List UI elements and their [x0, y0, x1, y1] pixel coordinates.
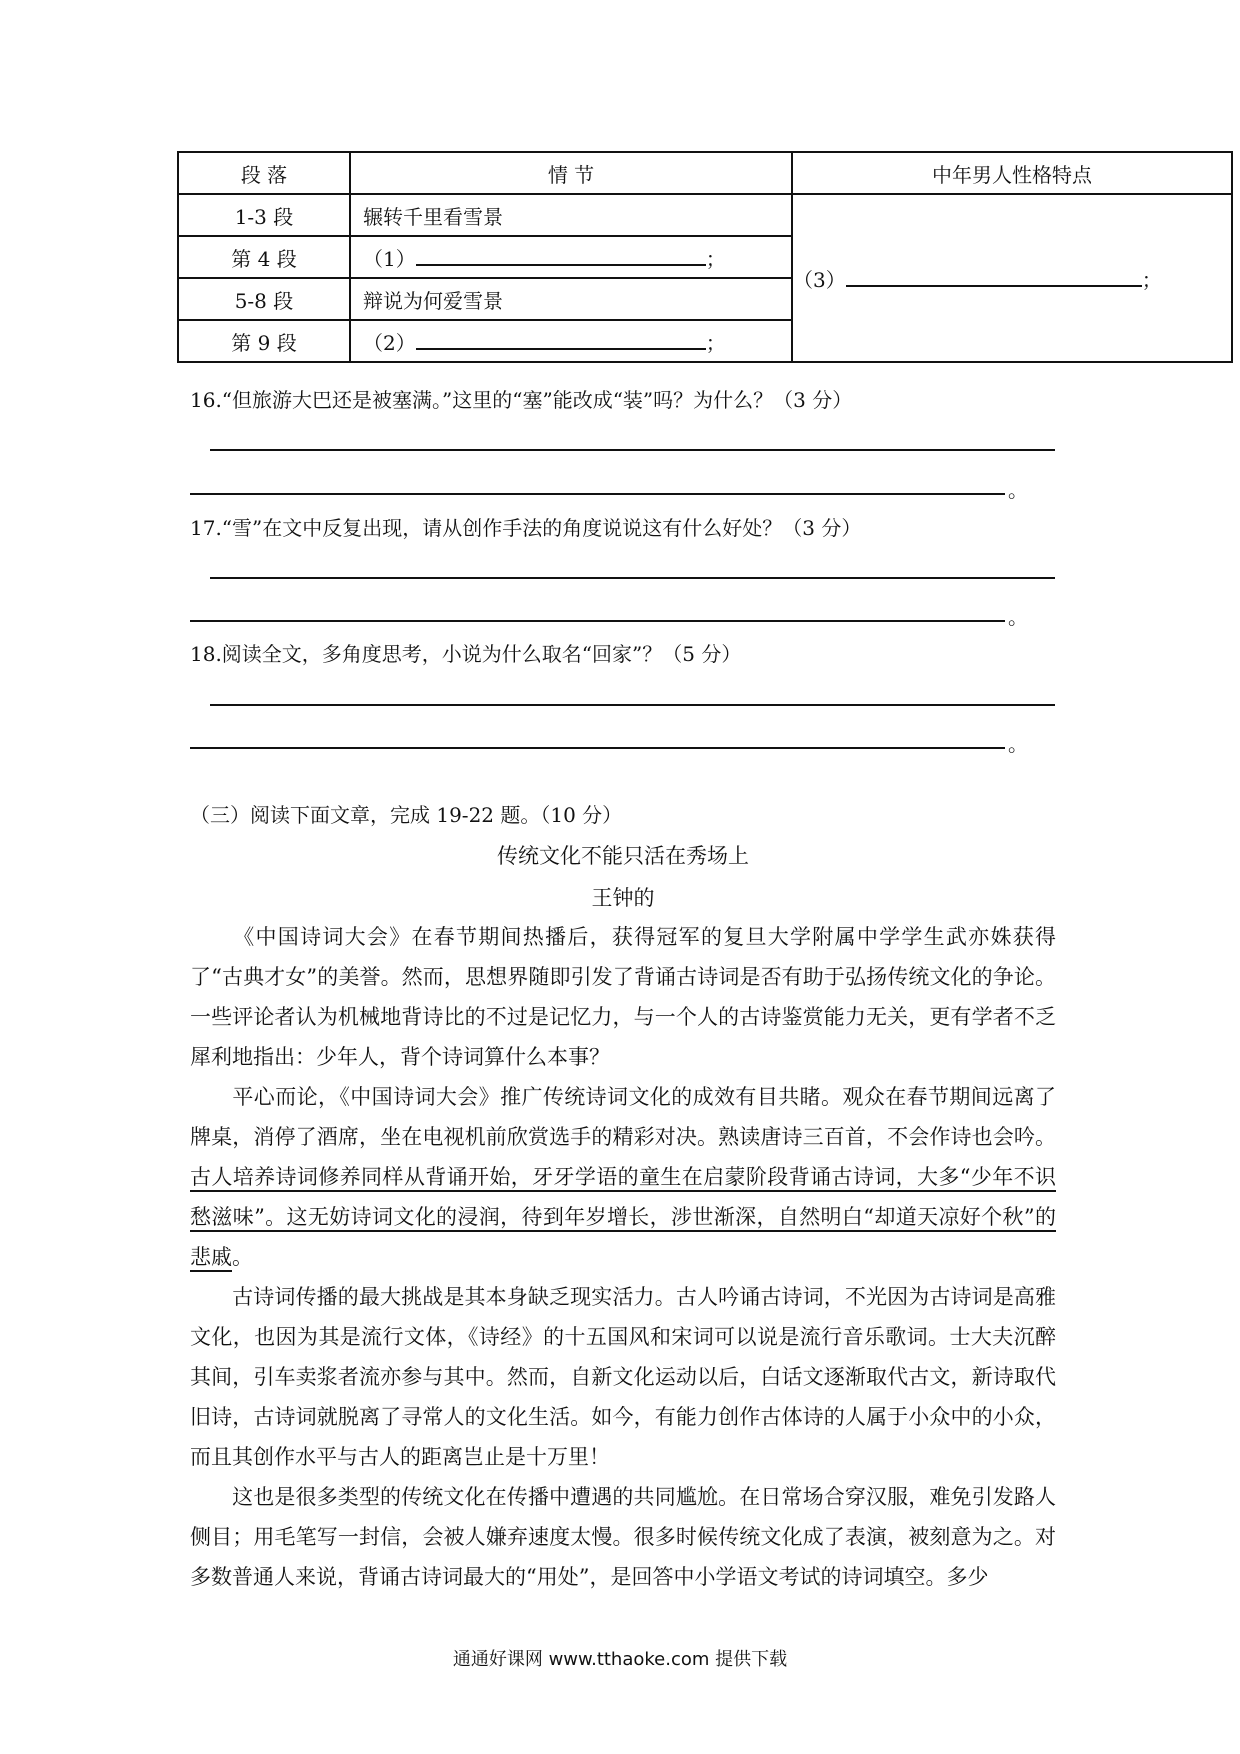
answer-line[interactable] — [210, 704, 1055, 706]
paragraph-text: 。 — [232, 1245, 253, 1269]
answer-end-mark: 。 — [1008, 478, 1028, 502]
plot-table — [177, 151, 1233, 363]
header-paragraph: 段 落 — [178, 152, 350, 194]
row-paragraph: 1-3 段 — [178, 194, 350, 236]
answer-line[interactable] — [190, 620, 1005, 622]
paragraph-text: 古诗词传播的最大挑战是其本身缺乏现实活力。古人吟诵古诗词，不光因为古诗词是高雅文化，也因为其是流行文体，《诗经》的十五国风和宋词可以说是流行音乐歌词。士大夫沉醉其间，引车卖浆者流亦参与其中。然而，自新文化运动以后，白话文逐渐取代古文，新诗取代旧诗，古诗词就脱离了寻常人的文化生活。如今，有能力创作古体诗的人属于小众中的小众，而且其创作水平与古人的距离岂止是十万里！ — [190, 1285, 1056, 1469]
paragraph-text: 《中国诗词大会》在春节期间热播后，获得冠军的复旦大学附属中学学生武亦姝获得了“古典才女”的美誉。然而，思想界随即引发了背诵古诗词是否有助于弘扬传统文化的争论。一些评论者认为机械地背诗比的不过是记忆力，与一个人的古诗鉴赏能力无关，更有学者不乏犀利地指出：少年人，背个诗词算什么本事？ — [190, 925, 1056, 1069]
article-paragraph-2 — [190, 1077, 1056, 1277]
article-paragraph-4 — [190, 1477, 1056, 1597]
row-paragraph: 第 9 段 — [178, 320, 350, 362]
answer-end-mark: 。 — [1008, 732, 1028, 756]
underlined-sentence: 古人培养诗词修养同样从背诵开始，牙牙学语的童生在启蒙阶段背诵古诗词，大多“少年不识愁滋味”。这无妨诗词文化的浸润，待到年岁增长，涉世渐深，自然明白“却道天凉好个秋”的悲戚 — [190, 1165, 1056, 1269]
paragraph-text: 这也是很多类型的传统文化在传播中遭遇的共同尴尬。在日常场合穿汉服，难免引发路人侧目；用毛笔写一封信，会被人嫌弃速度太慢。很多时候传统文化成了表演，被刻意为之。对多数普通人来说，背诵古诗词最大的“用处”，是回答中小学语文考试的诗词填空。多少 — [190, 1485, 1056, 1589]
question-18: 18.阅读全文，多角度思考，小说为什么取名“回家”？（5 分） — [190, 642, 742, 666]
paragraph-text: 平心而论，《中国诗词大会》推广传统诗词文化的成效有目共睹。观众在春节期间远离了牌桌，消停了酒席，坐在电视机前欣赏选手的精彩对决。熟读唐诗三百首，不会作诗也会吟。 — [190, 1085, 1056, 1149]
answer-line[interactable] — [190, 493, 1005, 495]
article-author: 王钟的 — [591, 886, 655, 910]
header-plot: 情 节 — [350, 152, 792, 194]
row-paragraph: 5-8 段 — [178, 278, 350, 320]
plot-blank-1[interactable] — [416, 246, 706, 266]
answer-line[interactable] — [210, 449, 1055, 451]
row-plot: 辗转千里看雪景 — [350, 194, 792, 236]
table-row — [178, 194, 1232, 236]
page-footer: 通通好课网 www.tthaoke.com 提供下载 — [452, 1649, 788, 1670]
question-17: 17.“雪”在文中反复出现，请从创作手法的角度说说这有什么好处？（3 分） — [190, 516, 862, 540]
trait-cell — [792, 194, 1232, 362]
trait-label: （3） — [793, 267, 846, 292]
answer-line[interactable] — [190, 747, 1005, 749]
row-plot-label: （1） — [363, 246, 416, 271]
trait-end: ； — [1141, 267, 1162, 292]
row-plot: 辩说为何爱雪景 — [350, 278, 792, 320]
plot-blank-2[interactable] — [416, 330, 706, 350]
section-heading: （三）阅读下面文章，完成 19-22 题。（10 分） — [190, 803, 623, 827]
article-paragraph-1 — [190, 917, 1056, 1077]
header-trait: 中年男人性格特点 — [792, 152, 1232, 194]
article-title: 传统文化不能只活在秀场上 — [497, 844, 749, 868]
row-plot-label: （2） — [363, 330, 416, 355]
trait-blank[interactable] — [846, 267, 1142, 287]
row-paragraph: 第 4 段 — [178, 236, 350, 278]
row-plot-cell — [350, 320, 792, 362]
row-plot-cell — [350, 236, 792, 278]
article-paragraph-3 — [190, 1277, 1056, 1477]
table-header-row — [178, 152, 1232, 194]
row-plot-end: ； — [705, 246, 726, 271]
question-16: 16.“但旅游大巴还是被塞满。”这里的“塞”能改成“装”吗？为什么？（3 分） — [190, 388, 853, 412]
answer-line[interactable] — [210, 577, 1055, 579]
row-plot-end: ； — [705, 330, 726, 355]
answer-end-mark: 。 — [1008, 605, 1028, 629]
